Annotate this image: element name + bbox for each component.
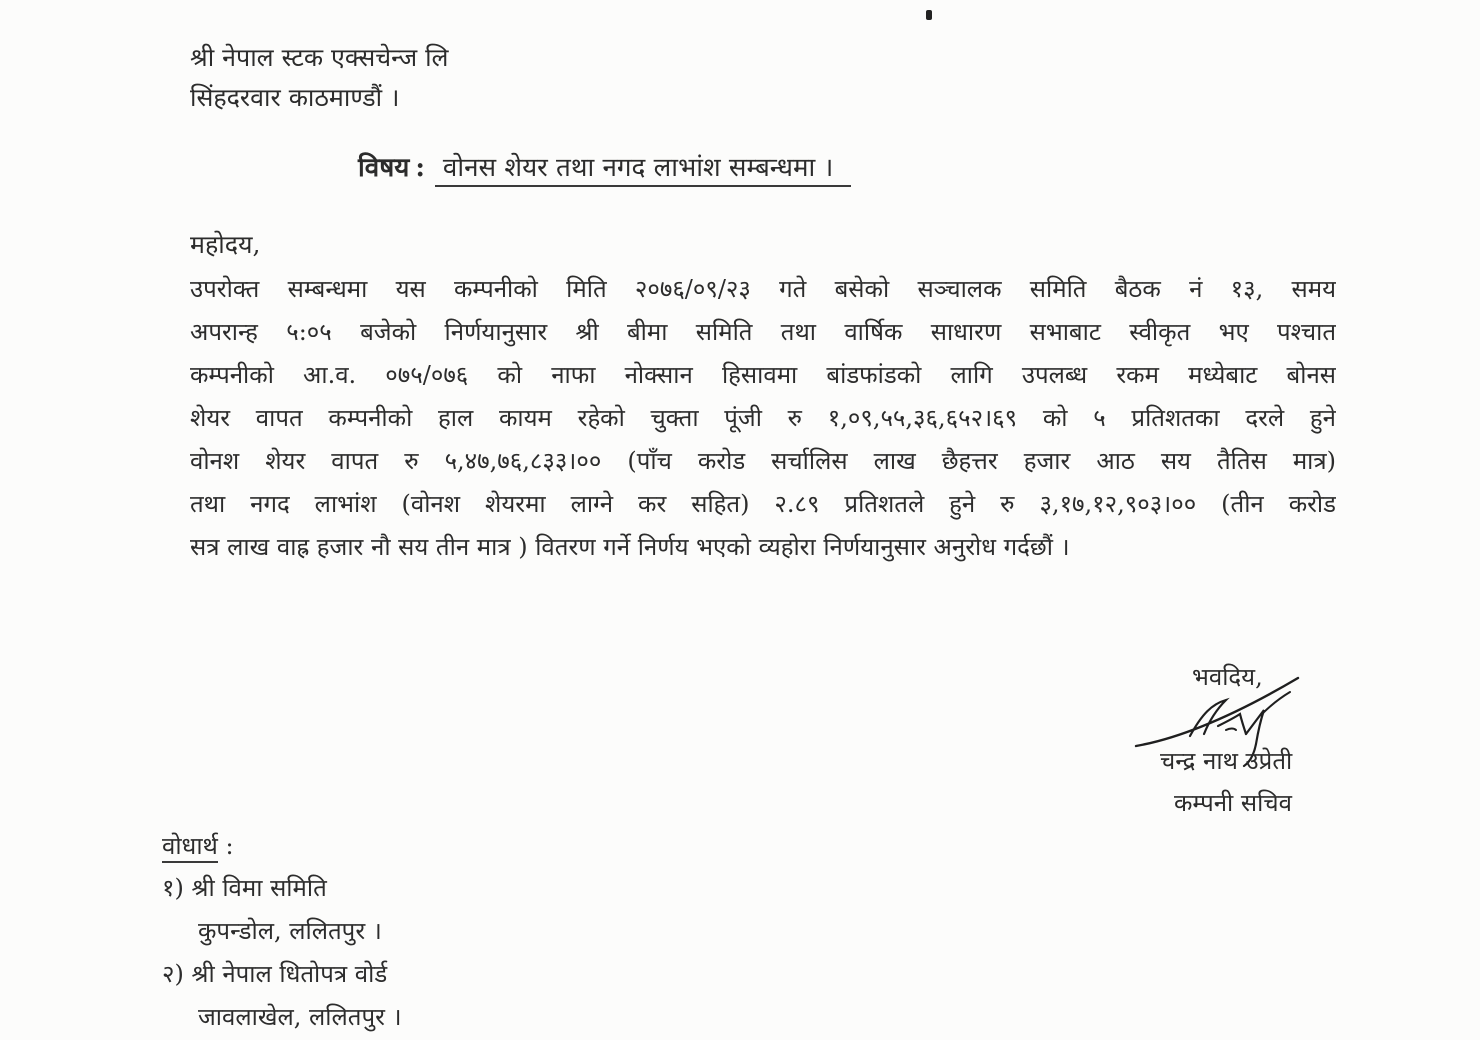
signatory-name: चन्द्र नाथ उप्रेती bbox=[1160, 747, 1293, 775]
body-line: तथा नगद लाभांश (वोनश शेयरमा लाग्ने कर सहित) २.८९ प्रतिशतले हुने रु ३,१७,१२,९०३।०० (तीन करोड bbox=[190, 490, 1336, 518]
cc-item-name: श्री विमा समिति bbox=[191, 874, 327, 902]
cc-item-2-address: जावलाखेल, ललितपुर । bbox=[198, 1003, 402, 1031]
body-line: कम्पनीको आ.व. ०७५/०७६ को नाफा नोक्सान हिसावमा बांडफांडको लागि उपलब्ध रकम मध्येबाट बोनस bbox=[190, 361, 1336, 389]
cc-item-2 bbox=[162, 956, 387, 992]
body-line: सत्र लाख वाह्र हजार नौ सय तीन मात्र ) वितरण गर्ने निर्णय भएको व्यहोरा निर्णयानुसार अनुरोध गर्दछौं । bbox=[190, 533, 1070, 561]
cc-item-1-address: कुपन्डोल, ललितपुर । bbox=[198, 917, 382, 945]
cc-item-number: २) bbox=[162, 960, 184, 988]
recipient-line-1: श्री नेपाल स्टक एक्सचेन्ज लि bbox=[190, 43, 449, 72]
subject-colon: : bbox=[415, 153, 425, 183]
cc-heading-label: वोधार्थ bbox=[162, 832, 218, 863]
subject-label: विषय bbox=[358, 153, 410, 183]
body-paragraph bbox=[190, 268, 1336, 569]
body-line: उपरोक्त सम्बन्धमा यस कम्पनीको मिति २०७६/०९/२३ गते बसेको सञ्चालक समिति बैठक नं १३, समय bbox=[190, 275, 1336, 303]
signatory-title: कम्पनी सचिव bbox=[1174, 789, 1292, 817]
subject-line bbox=[358, 148, 851, 188]
ink-speck bbox=[926, 10, 932, 20]
salutation: महोदय, bbox=[190, 230, 261, 259]
recipient-line-2: सिंहदरवार काठमाण्डौं । bbox=[190, 83, 400, 112]
subject-text: वोनस शेयर तथा नगद लाभांश सम्बन्धमा । bbox=[435, 153, 851, 187]
cc-heading bbox=[162, 828, 234, 864]
cc-item-1 bbox=[162, 870, 327, 906]
body-line: शेयर वापत कम्पनीको हाल कायम रहेको चुक्ता पूंजी रु १,०९,५५,३६,६५२।६९ को ५ प्रतिशतका दरले हुने bbox=[190, 404, 1336, 432]
cc-item-name: श्री नेपाल धितोपत्र वोर्ड bbox=[191, 960, 388, 988]
cc-item-number: १) bbox=[162, 874, 184, 902]
cc-heading-colon: : bbox=[225, 832, 234, 860]
body-line: अपरान्ह ५:०५ बजेको निर्णयानुसार श्री बीमा समिति तथा वार्षिक साधारण सभाबाट स्वीकृत भए पश्चात bbox=[190, 318, 1336, 346]
signature-closing: भवदिय, bbox=[1192, 663, 1263, 691]
body-line: वोनश शेयर वापत रु ५,४७,७६,८३३।०० (पाँच करोड सर्चालिस लाख छैहत्तर हजार आठ सय तैतिस मात्र) bbox=[190, 447, 1336, 475]
signature-block bbox=[1130, 660, 1360, 830]
